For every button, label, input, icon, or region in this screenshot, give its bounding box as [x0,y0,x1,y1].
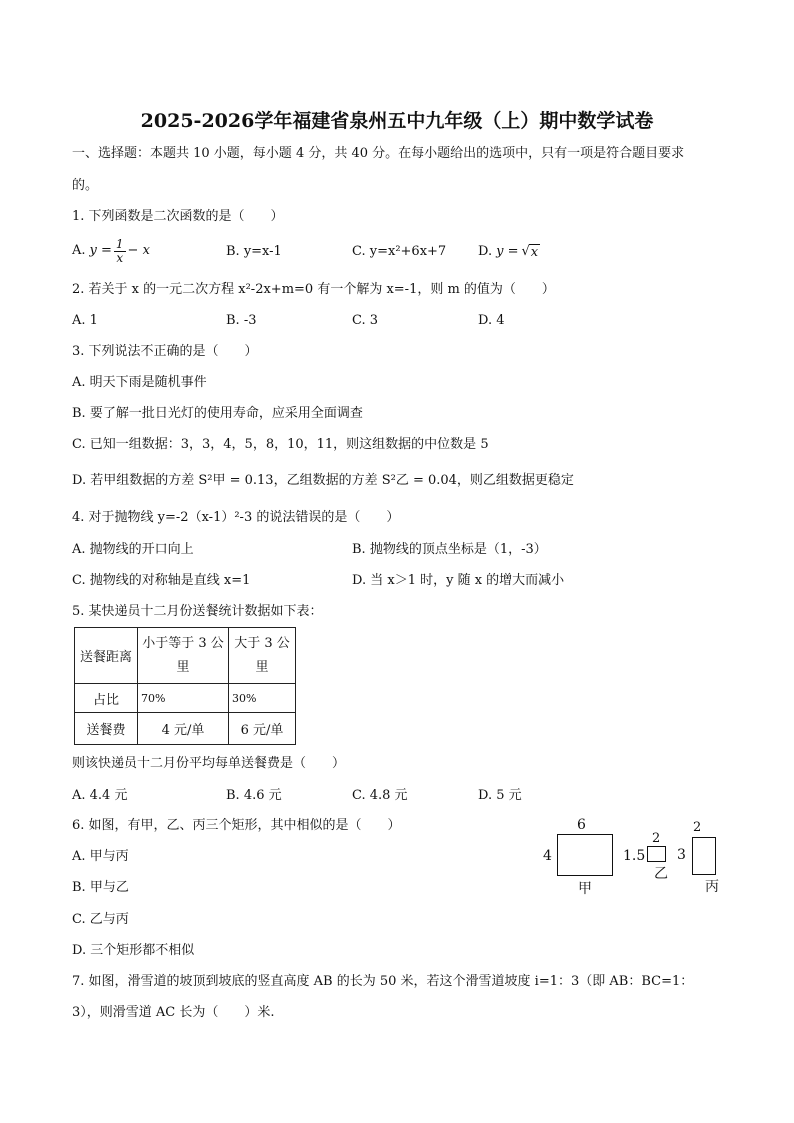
question-3-option-c: C. 已知一组数据：3，3，4，5，8，10，11，则这组数据的中位数是 5 [72,437,489,452]
option-a-label: A. [72,243,86,258]
fraction-denominator: x [116,250,124,265]
sqrt-icon: √ [521,244,530,259]
option-a-tail: − x [127,243,150,258]
rect-bing [692,837,716,875]
question-5-option-c: C. 4.8 元 [352,788,408,803]
rect-yi-side-label: 1.5 [623,848,646,864]
question-6-option-d: D. 三个矩形都不相似 [72,943,195,958]
question-2-stem: 2. 若关于 x 的一元二次方程 x²-2x+m=0 有一个解为 x=-1，则 m 的值为（ ） [72,282,555,297]
question-2-option-d: D. 4 [478,313,505,328]
table-cell: 4 元/单 [138,713,229,745]
question-4-stem: 4. 对于抛物线 y=-2（x-1）²-3 的说法错误的是（ ） [72,510,400,525]
rect-bing-side-label: 3 [677,847,686,863]
question-2-option-a: A. 1 [72,313,98,328]
question-1-option-b: B. y=x-1 [226,244,282,259]
delivery-table [74,627,296,745]
rect-yi-name: 乙 [654,866,668,882]
rect-yi [647,846,666,862]
question-6-option-b: B. 甲与乙 [72,880,129,895]
table-cell: 大于 3 公里 [229,628,296,684]
question-6-option-c: C. 乙与丙 [72,912,129,927]
question-4-option-c: C. 抛物线的对称轴是直线 x=1 [72,573,251,588]
rect-yi-top-label: 2 [652,831,661,846]
question-7-stem-line1: 7. 如图，滑雪道的坡顶到坡底的竖直高度 AB 的长为 50 米，若这个滑雪道坡度 i=1：3（即 AB：BC=1： [72,974,694,989]
question-3-stem: 3. 下列说法不正确的是（ ） [72,344,258,359]
question-6-stem: 6. 如图，有甲，乙、丙三个矩形，其中相似的是（ ） [72,818,401,833]
question-5-option-a: A. 4.4 元 [72,788,128,803]
table-row [75,684,296,713]
option-d-label: D. [478,244,493,259]
rect-bing-top-label: 2 [693,820,702,835]
question-5-followup: 则该快递员十二月份平均每单送餐费是（ ） [72,756,346,771]
rect-jia-name: 甲 [578,881,592,897]
section-heading-line1: 一、选择题：本题共 10 小题，每小题 4 分，共 40 分。在每小题给出的选项中，只有一项是符合题目要求 [72,146,685,161]
table-cell: 30% [229,684,296,713]
table-cell: 70% [138,684,229,713]
table-cell: 占比 [75,684,138,713]
question-5-option-d: D. 5 元 [478,788,522,803]
question-2-option-b: B. -3 [226,313,257,328]
question-3-option-a: A. 明天下雨是随机事件 [72,375,207,390]
page-title: 2025-2026学年福建省泉州五中九年级（上）期中数学试卷 [140,110,654,132]
option-a-y: y = [89,243,112,258]
question-3-option-d: D. 若甲组数据的方差 S²甲 = 0.13，乙组数据的方差 S²乙 = 0.04，则乙组数据更稳定 [72,473,574,488]
rect-jia-side-label: 4 [543,848,552,864]
option-d-y: y = [496,244,519,259]
option-d-radicand: x [530,244,539,260]
question-1-option-a [72,236,150,266]
question-1-option-c: C. y=x²+6x+7 [352,244,447,259]
question-7-stem-line2: 3），则滑雪道 AC 长为（ ）米. [72,1005,275,1020]
question-5-option-b: B. 4.6 元 [226,788,282,803]
table-cell: 送餐费 [75,713,138,745]
question-1-option-d [478,240,540,264]
question-4-option-d: D. 当 x＞1 时，y 随 x 的增大而减小 [352,573,565,588]
question-5-stem: 5. 某快递员十二月份送餐统计数据如下表： [72,604,323,619]
table-cell: 小于等于 3 公里 [138,628,229,684]
fraction-numerator: 1 [115,236,124,251]
question-6-option-a: A. 甲与丙 [72,849,129,864]
section-heading-line2: 的。 [72,178,99,193]
rect-jia-top-label: 6 [577,817,586,833]
table-cell: 6 元/单 [229,713,296,745]
rect-bing-name: 丙 [705,879,719,895]
question-3-option-b: B. 要了解一批日光灯的使用寿命，应采用全面调查 [72,406,363,421]
table-cell: 送餐距离 [75,628,138,684]
question-1-stem: 1. 下列函数是二次函数的是（ ） [72,209,284,224]
question-4-option-a: A. 抛物线的开口向上 [72,542,194,557]
rect-jia [557,834,613,876]
table-row [75,628,296,684]
question-4-option-b: B. 抛物线的顶点坐标是（1，-3） [352,542,547,557]
question-2-option-c: C. 3 [352,313,379,328]
option-a-fraction [114,238,126,265]
table-row [75,713,296,745]
